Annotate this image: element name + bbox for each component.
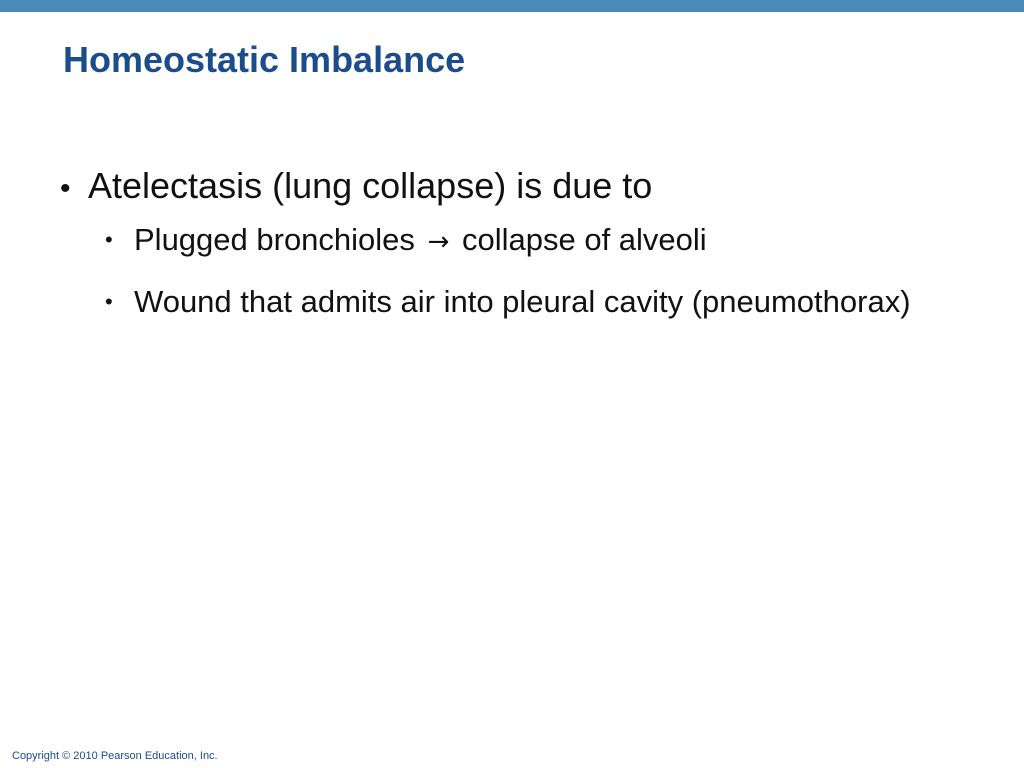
sub-bullet-dot: • bbox=[105, 289, 113, 315]
bullet-text: Atelectasis (lung collapse) is due to bbox=[88, 165, 653, 206]
right-arrow-icon: → bbox=[427, 227, 450, 258]
bullet-dot: • bbox=[60, 172, 71, 205]
slide-content bbox=[60, 164, 960, 343]
sub-bullet-text: Wound that admits air into pleural cavity (pneumothorax) bbox=[134, 284, 911, 320]
bullet-atelectasis bbox=[60, 164, 960, 207]
sub-bullet-text-before: Plugged bronchioles bbox=[134, 222, 415, 258]
slide-title: Homeostatic Imbalance bbox=[63, 39, 466, 80]
sub-bullet-plugged-bronchioles bbox=[105, 221, 960, 261]
sub-bullet-list bbox=[105, 221, 960, 321]
copyright-footer: Copyright © 2010 Pearson Education, Inc. bbox=[12, 750, 218, 762]
sub-bullet-text-after: collapse of alveoli bbox=[461, 222, 707, 258]
sub-bullet-wound bbox=[105, 283, 960, 321]
top-accent-bar bbox=[0, 0, 1024, 12]
sub-bullet-dot: • bbox=[105, 227, 113, 253]
